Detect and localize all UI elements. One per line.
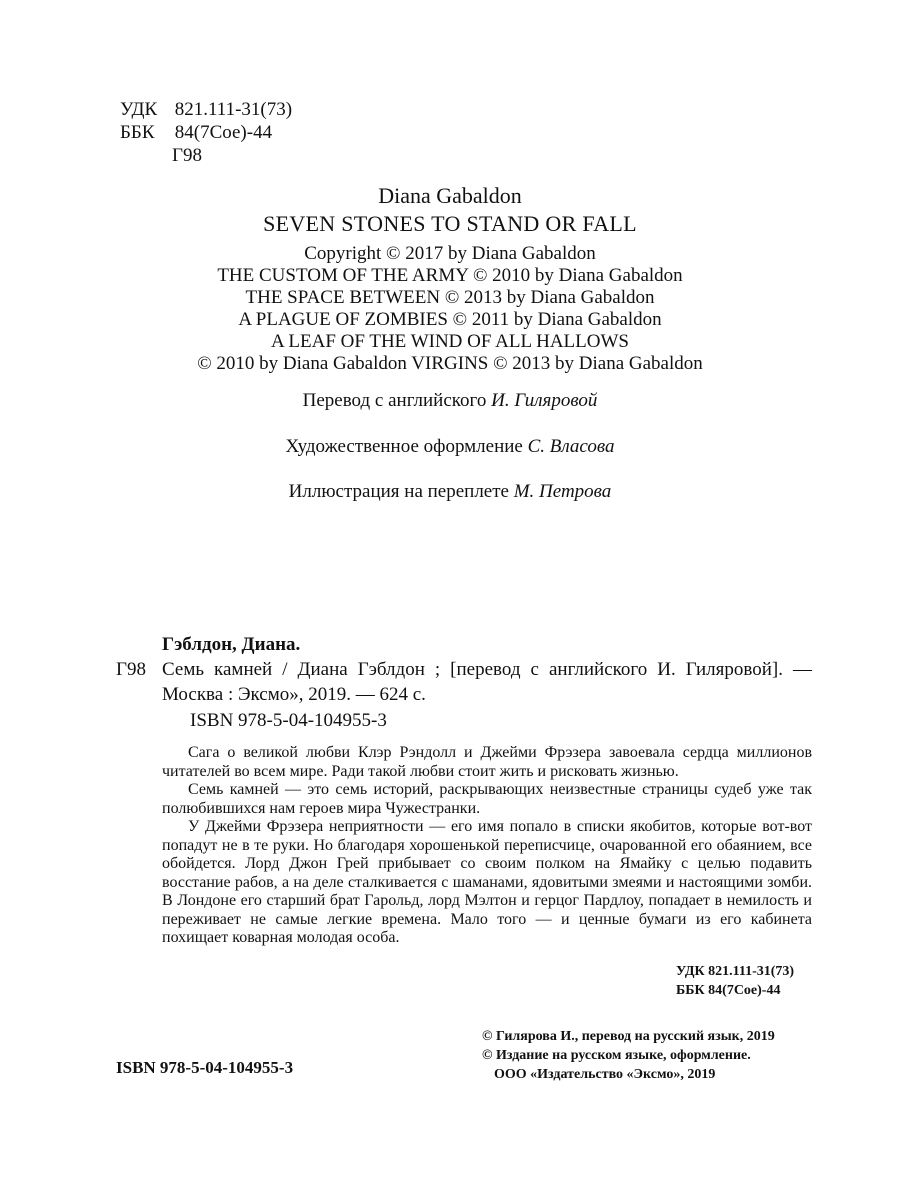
bottom-isbn: ISBN 978-5-04-104955-3 bbox=[116, 1058, 294, 1077]
classification-block bbox=[120, 98, 292, 167]
catalog-author: Гэблдон, Диана. bbox=[162, 634, 301, 655]
translation-credit bbox=[0, 390, 900, 412]
rights-line: ООО «Издательство «Эксмо», 2019 bbox=[494, 1067, 716, 1082]
copyright-line: Copyright © 2017 by Diana Gabaldon bbox=[304, 243, 596, 264]
udk-row bbox=[120, 98, 292, 121]
small-codes bbox=[676, 962, 794, 1000]
copyright-block bbox=[0, 243, 900, 375]
catalog-code: Г98 bbox=[116, 659, 146, 680]
udk-label: УДК bbox=[120, 99, 158, 120]
illustration-credit bbox=[0, 481, 900, 503]
design-credit bbox=[0, 436, 900, 458]
small-udk: УДК 821.111-31(73) bbox=[676, 964, 795, 979]
original-author: Diana Gabaldon bbox=[378, 183, 522, 208]
annotation-paragraph: Семь камней — это семь историй, раскрывающих неизвестные страницы судеб уже так полюбившихся нам героев мира Чужестранки. bbox=[162, 781, 812, 817]
original-title: SEVEN STONES TO STAND OR FALL bbox=[263, 211, 637, 236]
annotation bbox=[162, 744, 812, 948]
copyright-line: A LEAF OF THE WIND OF ALL HALLOWS bbox=[270, 331, 629, 352]
author-sign: Г98 bbox=[172, 145, 202, 166]
bbk-row bbox=[120, 121, 292, 144]
copyright-line: THE CUSTOM OF THE ARMY © 2010 by Diana Gabaldon bbox=[217, 265, 683, 286]
copyright-line: © 2010 by Diana Gabaldon VIRGINS © 2013 by Diana Gabaldon bbox=[197, 353, 703, 374]
bbk-value: 84(7Сое)-44 bbox=[174, 122, 273, 143]
annotation-paragraph: У Джейми Фрэзера неприятности — его имя попало в списки якобитов, которые вот-вот попадут не в те руки. Но благодаря хорошенькой переписчице, очарованной его обаянием, все обойдется. Лорд Джон Грей прибывает со своим полком на Ямайку с целью подавить восстание рабов, а на деле сталкивается с шаманами, ядовитыми змеями и настоящими зомби. В Лондоне его старший брат Гарольд, лорд Мэлтон и герцог Пардлоу, попадает в немилость и переживает не самые легкие времена. Мало того — и ценные бумаги из его кабинета похищает коварная молодая особа. bbox=[162, 818, 812, 946]
annotation-paragraph: Сага о великой любви Клэр Рэндолл и Джейми Фрэзера завоевала сердца миллионов читателей во всем мире. Ради такой любви стоит жить и рисковать жизнью. bbox=[162, 744, 812, 780]
copyright-line: THE SPACE BETWEEN © 2013 by Diana Gabaldon bbox=[245, 287, 655, 308]
rights-block bbox=[482, 1027, 775, 1084]
catalog-isbn: ISBN 978-5-04-104955-3 bbox=[190, 710, 387, 731]
copyright-line: A PLAGUE OF ZOMBIES © 2011 by Diana Gabaldon bbox=[238, 309, 662, 330]
illustration-label: Иллюстрация на переплете bbox=[288, 481, 509, 502]
udk-value: 821.111-31(73) bbox=[174, 99, 293, 120]
designer-name: С. Власова bbox=[527, 436, 615, 457]
catalog-description: Семь камней / Диана Гэблдон ; [перевод с английского И. Гиляровой]. — Москва : Эксмо», 2019. — 624 с. bbox=[162, 659, 812, 705]
small-bbk: ББК 84(7Сое)-44 bbox=[676, 983, 781, 998]
translation-label: Перевод с английского bbox=[302, 390, 487, 411]
design-label: Художественное оформление bbox=[285, 436, 523, 457]
illustrator-name: М. Петрова bbox=[513, 481, 612, 502]
rights-line: © Гилярова И., перевод на русский язык, 2019 bbox=[482, 1029, 775, 1044]
bbk-label: ББК bbox=[120, 122, 155, 143]
translator-name: И. Гиляровой bbox=[491, 390, 598, 411]
rights-line: © Издание на русском языке, оформление. bbox=[482, 1048, 751, 1063]
